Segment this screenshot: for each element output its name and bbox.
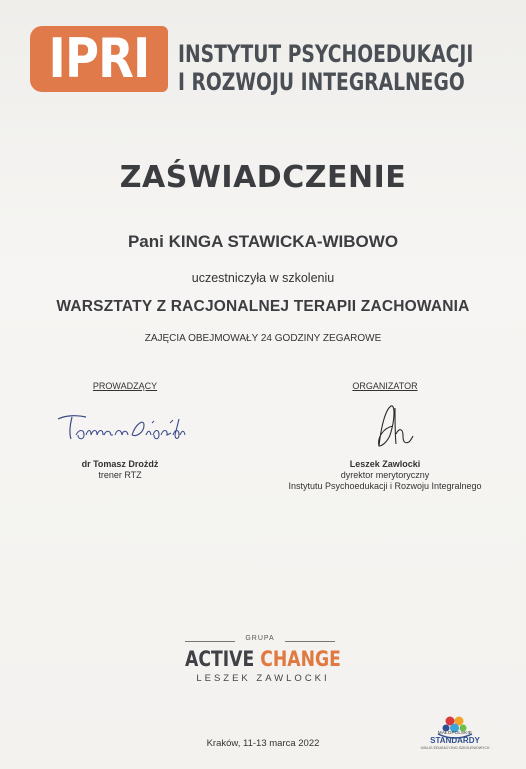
active-change-word1: ACTIVE [185, 647, 255, 671]
organizer-signature [365, 398, 425, 453]
active-change-group-label [185, 635, 335, 647]
organizer-role: dyrektor merytoryczny [340, 470, 430, 480]
active-change-logo [47, 647, 478, 671]
lead-signature [40, 405, 210, 445]
malopolskie-standardy-logo [420, 710, 490, 760]
lead-name: dr Tomasz Drożdż [81, 459, 159, 469]
standards-bottom-text: USŁUG EDUKACYJNO-SZKOLENIOWYCH [420, 746, 490, 750]
institute-name-line2: I ROZWOJU INTEGRALNEGO [178, 68, 465, 96]
lead-heading: PROWADZĄCY [92, 381, 158, 391]
institute-name [178, 40, 474, 96]
course-hours: ZAJĘCIA OBEJMOWAŁY 24 GODZINY ZEGAROWE [144, 333, 382, 344]
standards-top-text: MAŁOPOLSKIE [437, 730, 473, 735]
institute-name-line1: INSTYTUT PSYCHOEDUKACJI [178, 40, 474, 68]
course-title: WARSZTATY Z RACJONALNEJ TERAPII ZACHOWANIA [56, 298, 470, 315]
lead-role: trener RTZ [98, 470, 142, 480]
ipri-logo [30, 26, 168, 92]
ipri-logo-text: IPRI [48, 27, 150, 90]
active-change-subtitle: LESZEK ZAWLOCKI [196, 673, 330, 684]
participation-text: uczestniczyła w szkoleniu [191, 271, 335, 285]
lead-info [40, 459, 200, 481]
organizer-institution: Instytutu Psychoedukacji i Rozwoju Integralnego [288, 481, 482, 491]
organizer-info [270, 459, 500, 492]
organizer-heading: ORGANIZATOR [352, 381, 418, 391]
active-change-group-text: GRUPA [245, 635, 275, 642]
organizer-name: Leszek Zawlocki [349, 459, 421, 469]
issue-date: Kraków, 11-13 marca 2022 [206, 738, 320, 749]
certificate-title: ZAŚWIADCZENIE [119, 160, 407, 195]
standards-main-text: STANDARDY [430, 736, 480, 745]
active-change-word2: CHANGE [260, 647, 341, 671]
divider [285, 641, 335, 642]
recipient-name: Pani KINGA STAWICKA-WIBOWO [127, 232, 399, 251]
